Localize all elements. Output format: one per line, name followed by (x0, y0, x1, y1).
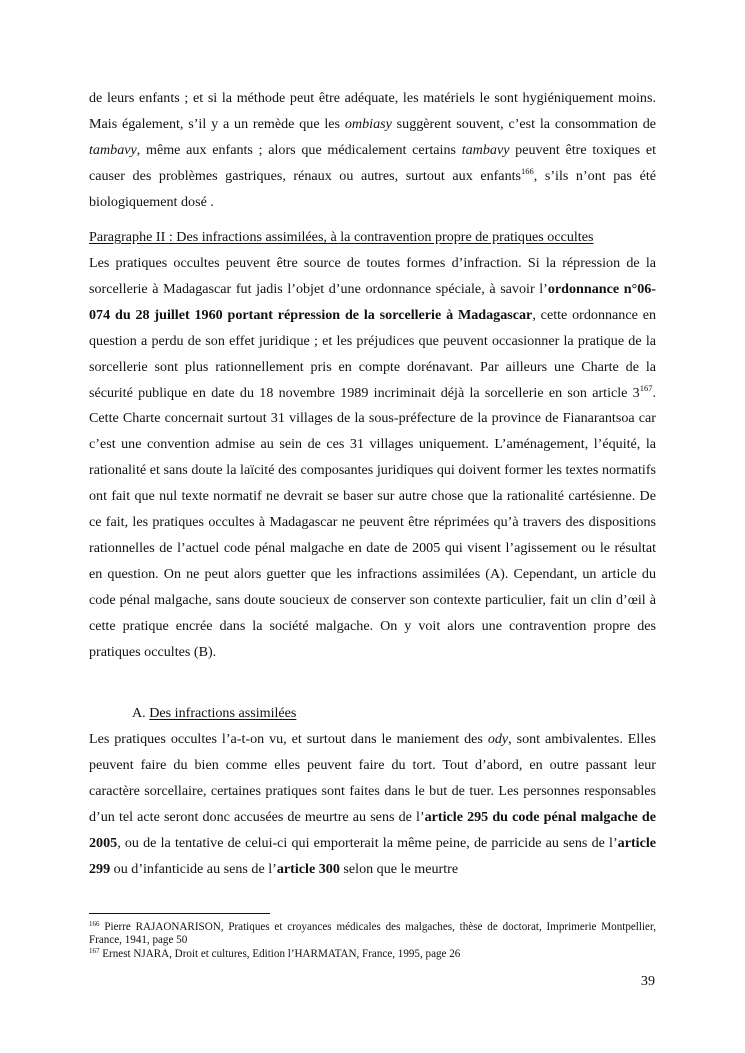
text-run: selon que le meurtre (339, 860, 459, 877)
text-run: , sont ambivalentes. Elles peuvent faire du bien comme elles peuvent faire du tort. Tout d’abord, en outre passant leur caractère sorcellaire, certaines pratiques sont faites dans le but de tuer. Les personnes responsables d’un tel acte seront donc accusées de meurtre au sens de l’ (89, 731, 656, 825)
footnote-ref-166[interactable]: 166 (521, 165, 534, 176)
text-run: ou d’infanticide au sens de l’ (110, 860, 277, 877)
bold-ordonnance-reference: ordonnance n°06-074 du 28 juillet 1960 portant répression de la sorcellerie à Madagascar (89, 280, 656, 323)
text-run: , même aux enfants ; alors que médicalement certains (136, 141, 462, 158)
text-run: , ou de la tentative de celui-ci qui emporterait la même peine, de parricide au sens de l’ (117, 834, 618, 851)
text-run: Les pratiques occultes l’a-t-on vu, et surtout dans le maniement des (89, 731, 488, 747)
section-heading-paragraphe-ii: Paragraphe II : Des infractions assimilées, à la contravention propre de pratiques occultes (89, 229, 594, 245)
text-run: , s’ils n’ont pas été biologiquement dosé . (89, 167, 656, 210)
paragraph-main (89, 251, 656, 666)
bold-article-295: article 295 du code pénal malgache de 2005 (89, 808, 657, 851)
italic-term-ombiasy: ombiasy (344, 115, 392, 132)
page-number: 39 (640, 973, 655, 989)
text-run: Les pratiques occultes peuvent être source de toutes formes d’infraction. Si la répression de la sorcellerie à Madagascar fut jadis l’objet d’une ordonnance spéciale, à savoir l’ (89, 255, 656, 297)
footnote-number: 166 (89, 920, 100, 928)
bold-article-299: article 299 (89, 834, 656, 877)
text-run: , cette ordonnance en question a perdu de son effet juridique ; et les préjudices que peuvent occasionner la pratique de la sorcellerie sont plus rationnellement pris en compte dorénavant. Par ailleurs une Charte de la sécurité publique en date du 18 novembre 1989 incriminait déjà la sorcellerie en son article 3 (89, 306, 656, 401)
footnote-text: Ernest NJARA, Droit et cultures, Edition l’HARMATAN, France, 1995, page 26 (99, 948, 461, 960)
italic-term-tambavy: tambavy (89, 141, 137, 158)
footnote-ref-167[interactable]: 167 (639, 382, 653, 393)
text-run: suggèrent souvent, c’est la consommation de (391, 115, 656, 132)
text-run: peuvent être toxiques et causer des problèmes gastriques, rénaux ou autres, surtout aux enfants (89, 141, 656, 184)
text-run: de leurs enfants ; et si la méthode peut être adéquate, les matériels le sont hygiéniquement moins. Mais également, s’il y a un remède que les (89, 90, 656, 132)
footnote-167 (89, 948, 656, 961)
italic-term-tambavy: tambavy (461, 141, 510, 158)
subsection-title: Des infractions assimilées (149, 705, 297, 721)
footnote-text: Pierre RAJAONARISON, Pratiques et croyances médicales des malgaches, thèse de doctorat, Imprimerie Montpellier, France, 1941, page 50 (89, 921, 656, 946)
subsection-heading-a (132, 701, 296, 727)
footnote-separator (89, 913, 270, 914)
bold-article-300: article 300 (276, 860, 340, 877)
italic-term-ody: ody (487, 731, 509, 747)
footnote-166 (89, 921, 656, 947)
text-run: . Cette Charte concernait surtout 31 villages de la sous-préfecture de la province de Fianarantsoa car c’est une convention admise au sein de ces 31 villages uniquement. L’aménagement, l’équité, la rationalité et sans doute la laïcité des composantes juridiques qui doivent former les textes normatifs ont fait que nul texte normatif ne devrait se baser sur autre chose que la rationalité cartésienne. De ce fait, les pratiques occultes à Madagascar ne peuvent être réprimées qu’à travers des dispositions rationnelles de l’actuel code pénal malgache en date de 2005 qui visent l’agissement ou le résultat en question. On ne peut alors guetter que les infractions assimilées (A). Cependant, un article du code pénal malgache, sans doute soucieux de conserver son contexte particulier, fait un clin d’œil à cette pratique encrée dans la société malgache. On y voit alors une contravention propre des pratiques occultes (B). (89, 384, 656, 660)
footnote-number: 167 (89, 947, 100, 955)
subsection-letter: A. (132, 705, 150, 721)
paragraph-intro (89, 86, 656, 216)
paragraph-infractions (89, 727, 656, 882)
